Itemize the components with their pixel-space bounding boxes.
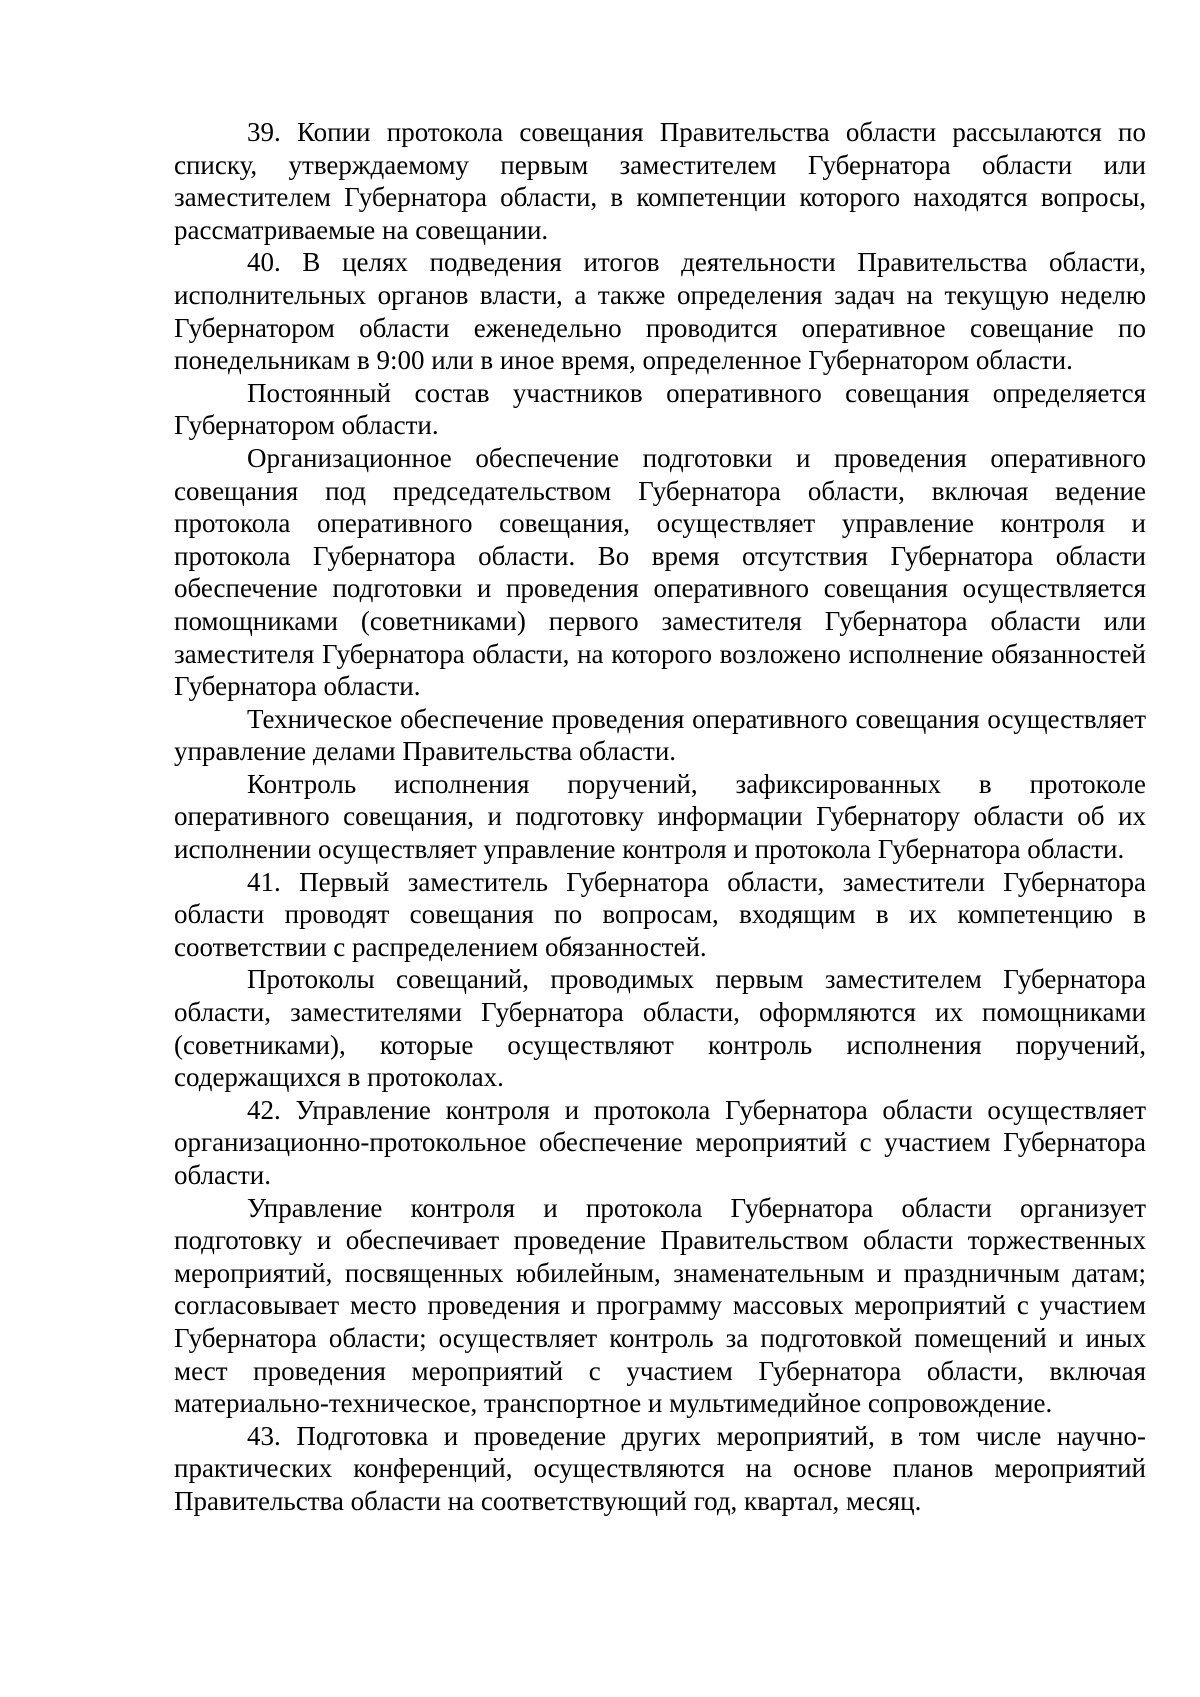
paragraph-42: 42. Управление контроля и протокола Губернатора области осуществляет организационно-протокольное обеспечение мероприятий с участием Губернатора области. [174, 1094, 1146, 1190]
paragraph-40-organization: Организационное обеспечение подготовки и проведения оперативного совещания под председательством Губернатора области, включая ведение протокола оперативного совещания, осуществляет управление контроля и протокола Губернатора области. Во время отсутствия Губернатора области обеспечение подготовки и проведения оперативного совещания осуществляется помощниками (советниками) первого заместителя Губернатора области или заместителя Губернатора области, на которого возложено исполнение обязанностей Губернатора области. [174, 442, 1146, 702]
paragraph-39: 39. Копии протокола совещания Правительства области рассылаются по списку, утверждаемому первым заместителем Губернатора области или заместителем Губернатора области, в компетенции которого находятся вопросы, рассматриваемые на совещании. [174, 117, 1146, 245]
paragraph-40-technical: Техническое обеспечение проведения оперативного совещания осуществляет управление делами Правительства области. [174, 703, 1146, 767]
paragraph-40: 40. В целях подведения итогов деятельности Правительства области, исполнительных органов власти, а также определения задач на текущую неделю Губернатором области еженедельно проводится оперативное совещание по понедельникам в 9:00 или в иное время, определенное Губернатором области. [174, 247, 1146, 376]
document-body [174, 116, 1146, 1518]
paragraph-43: 43. Подготовка и проведение других мероприятий, в том числе научно-практических конференций, осуществляются на основе планов мероприятий Правительства области на соответствующий год, квартал, месяц. [174, 1420, 1146, 1516]
paragraph-40-control: Контроль исполнения поручений, зафиксированных в протоколе оперативного совещания, и подготовку информации Губернатору области об их исполнении осуществляет управление контроля и протокола Губернатора области. [174, 768, 1146, 865]
paragraph-42-events: Управление контроля и протокола Губернатора области организует подготовку и обеспечивает проведение Правительством области торжественных мероприятий, посвященных юбилейным, знаменательным и праздничным датам; согласовывает место проведения и программу массовых мероприятий с участием Губернатора области; осуществляет контроль за подготовкой помещений и иных мест проведения мероприятий с участием Губернатора области, включая материально-техническое, транспортное и мультимедийное сопровождение. [174, 1192, 1146, 1419]
paragraph-41: 41. Первый заместитель Губернатора области, заместители Губернатора области проводят совещания по вопросам, входящим в их компетенцию в соответствии с распределением обязанностей. [174, 866, 1146, 962]
paragraph-41-protocols: Протоколы совещаний, проводимых первым заместителем Губернатора области, заместителями Губернатора области, оформляются их помощниками (советниками), которые осуществляют контроль исполнения поручений, содержащихся в протоколах. [174, 964, 1146, 1093]
paragraph-40-participants: Постоянный состав участников оперативного совещания определяется Губернатором области. [174, 377, 1146, 441]
